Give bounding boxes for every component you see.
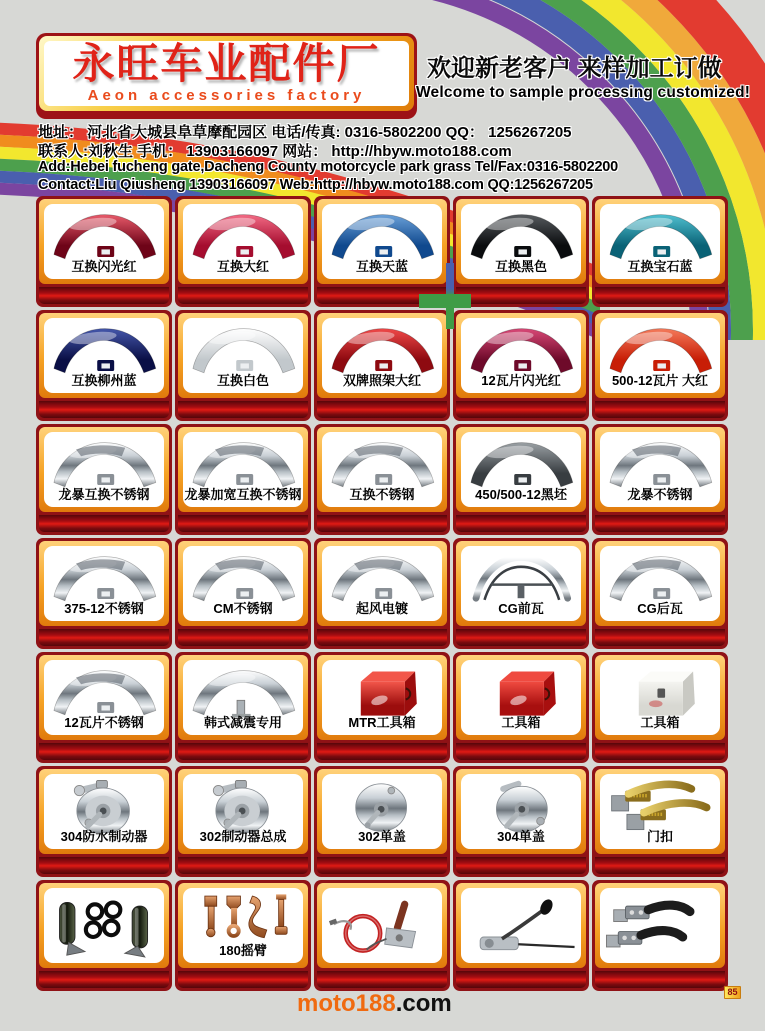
card-orange-frame: [317, 883, 447, 968]
product-card: [36, 538, 172, 649]
product-label: 450/500-12黑坯: [475, 487, 567, 502]
card-orange-frame: [456, 541, 586, 626]
product-label: CG后瓦: [637, 601, 683, 616]
card-bottom-band: [456, 743, 586, 760]
product-card: [175, 424, 311, 535]
card-orange-frame: [317, 655, 447, 740]
product-label: 龙暴不锈钢: [627, 487, 693, 502]
card-bottom-band: [39, 515, 169, 532]
product-card: [314, 766, 450, 877]
slogan-cn: 欢迎新老客户 来样加工订做: [427, 55, 722, 82]
product-image-fender: [323, 321, 441, 377]
card-bottom-band: [595, 629, 725, 646]
product-image-fender: [462, 435, 580, 491]
product-card: [453, 766, 589, 877]
product-card: [592, 310, 728, 421]
card-photo-area: [600, 660, 720, 735]
product-label: 门扣: [646, 829, 673, 844]
product-label: 互换柳州蓝: [71, 373, 137, 388]
card-bottom-band: [317, 743, 447, 760]
product-grid: [36, 196, 728, 991]
product-card: [592, 538, 728, 649]
product-label: 互换大红: [216, 259, 269, 274]
product-label: 互换黑色: [494, 259, 547, 274]
card-bottom-band: [317, 971, 447, 988]
product-label: 双牌照架大红: [342, 373, 421, 388]
product-image-drum-cover-arm: [462, 777, 580, 833]
card-orange-frame: [595, 313, 725, 398]
product-card: [453, 310, 589, 421]
card-photo-area: [322, 888, 442, 963]
product-image-fender: [323, 207, 441, 263]
card-bottom-band: [178, 515, 308, 532]
card-bottom-band: [178, 629, 308, 646]
product-label: CM不锈钢: [213, 601, 273, 616]
card-orange-frame: [456, 427, 586, 512]
card-photo-area: [461, 546, 581, 621]
product-card: [175, 196, 311, 307]
card-photo-area: [322, 204, 442, 279]
product-label: MTR工具箱: [348, 715, 416, 730]
card-bottom-band: [178, 401, 308, 418]
card-bottom-band: [39, 629, 169, 646]
card-orange-frame: [178, 769, 308, 854]
product-card: [314, 196, 450, 307]
product-label: 互换不锈钢: [349, 487, 415, 502]
card-orange-frame: [456, 655, 586, 740]
card-orange-frame: [595, 769, 725, 854]
card-bottom-band: [595, 857, 725, 874]
card-orange-frame: [456, 883, 586, 968]
product-image-fender-chrome: [184, 549, 302, 605]
card-orange-frame: [317, 541, 447, 626]
product-image-fender-chrome: [601, 435, 719, 491]
product-image-fender: [184, 321, 302, 377]
card-orange-frame: [595, 883, 725, 968]
card-bottom-band: [456, 401, 586, 418]
card-bottom-band: [39, 971, 169, 988]
card-orange-frame: [39, 883, 169, 968]
product-card: [453, 880, 589, 991]
card-bottom-band: [178, 857, 308, 874]
product-card: [314, 424, 450, 535]
product-card: [175, 652, 311, 763]
product-label: 304单盖: [497, 829, 545, 844]
card-photo-area: [183, 432, 303, 507]
product-label: 工具箱: [640, 715, 680, 730]
product-image-fender-chrome: [45, 663, 163, 719]
product-image-rocker-arms: [184, 891, 302, 947]
product-card: [314, 652, 450, 763]
product-image-fender-chrome: [45, 435, 163, 491]
company-name-cn: 永旺车业配件厂: [72, 41, 381, 87]
card-photo-area: [461, 888, 581, 963]
product-label: 302单盖: [358, 829, 406, 844]
card-orange-frame: [178, 313, 308, 398]
card-photo-area: [600, 546, 720, 621]
footer-domain: .com: [395, 990, 452, 1017]
product-image-fender-stand: [184, 663, 302, 719]
product-image-fender: [462, 321, 580, 377]
product-card: [314, 880, 450, 991]
product-card: [453, 538, 589, 649]
card-bottom-band: [178, 287, 308, 304]
product-label: 互换宝石蓝: [627, 259, 693, 274]
card-bottom-band: [317, 401, 447, 418]
product-card: [592, 880, 728, 991]
logo-inner: [44, 41, 409, 106]
company-name-en: Aeon accessories factory: [87, 87, 366, 104]
product-label: 龙暴互换不锈钢: [58, 487, 150, 502]
product-image-gear-lever: [462, 896, 580, 958]
contact-person-cn: 联系人:刘秋生 手机： 13903166097 网站： http://hbyw.moto188.com: [38, 143, 512, 160]
card-photo-area: [183, 204, 303, 279]
card-orange-frame: [178, 199, 308, 284]
product-label: CG前瓦: [498, 601, 544, 616]
product-image-brake-drum: [45, 777, 163, 833]
card-photo-area: [322, 546, 442, 621]
slogan-en: Welcome to sample processing customized!: [416, 84, 751, 101]
card-bottom-band: [595, 401, 725, 418]
card-photo-area: [600, 204, 720, 279]
product-label: 工具箱: [501, 715, 541, 730]
card-orange-frame: [595, 199, 725, 284]
card-photo-area: [322, 432, 442, 507]
card-bottom-band: [317, 515, 447, 532]
product-card: [592, 766, 728, 877]
card-orange-frame: [178, 655, 308, 740]
card-orange-frame: [178, 883, 308, 968]
card-orange-frame: [39, 541, 169, 626]
card-photo-area: [183, 774, 303, 849]
card-photo-area: [183, 660, 303, 735]
product-card: [36, 310, 172, 421]
product-card: [314, 310, 450, 421]
card-bottom-band: [178, 971, 308, 988]
card-orange-frame: [456, 313, 586, 398]
card-bottom-band: [456, 629, 586, 646]
product-image-fender: [45, 207, 163, 263]
card-orange-frame: [39, 769, 169, 854]
card-bottom-band: [39, 401, 169, 418]
product-card: [314, 538, 450, 649]
product-card: [36, 652, 172, 763]
product-card: [36, 880, 172, 991]
card-orange-frame: [317, 199, 447, 284]
card-bottom-band: [456, 287, 586, 304]
product-image-fender-chrome: [323, 435, 441, 491]
card-orange-frame: [595, 655, 725, 740]
product-label: 12瓦片不锈钢: [64, 715, 144, 730]
product-image-fender-chrome: [601, 549, 719, 605]
card-photo-area: [44, 660, 164, 735]
product-label: 304防水制动器: [60, 829, 148, 844]
card-photo-area: [322, 774, 442, 849]
product-label: 375-12不锈钢: [64, 601, 144, 616]
card-bottom-band: [39, 287, 169, 304]
card-orange-frame: [178, 427, 308, 512]
card-orange-frame: [39, 313, 169, 398]
card-photo-area: [44, 204, 164, 279]
card-photo-area: [461, 318, 581, 393]
card-photo-area: [461, 774, 581, 849]
card-orange-frame: [317, 313, 447, 398]
card-bottom-band: [39, 743, 169, 760]
card-orange-frame: [39, 427, 169, 512]
product-image-fender-frame: [462, 549, 580, 605]
card-bottom-band: [595, 971, 725, 988]
card-bottom-band: [456, 971, 586, 988]
card-orange-frame: [39, 199, 169, 284]
card-photo-area: [44, 546, 164, 621]
product-image-fender-chrome: [323, 549, 441, 605]
product-card: [592, 652, 728, 763]
product-image-fender: [184, 207, 302, 263]
contact-person-en: Contact:Liu Qiusheng 13903166097 Web:http://hbyw.moto188.com QQ:1256267205: [38, 177, 593, 193]
product-image-fender: [601, 207, 719, 263]
rainbow-cross-decoration: [419, 294, 471, 308]
product-image-shock-set: [45, 896, 163, 958]
product-image-fender: [601, 321, 719, 377]
product-label: 韩式减震专用: [203, 715, 282, 730]
product-card: [36, 766, 172, 877]
card-photo-area: [44, 318, 164, 393]
footer-brand-name: moto188: [297, 990, 396, 1017]
product-image-drum-cover: [323, 777, 441, 833]
product-card: [592, 196, 728, 307]
card-photo-area: [461, 432, 581, 507]
product-image-toolbox-white: [601, 663, 719, 719]
card-orange-frame: [178, 541, 308, 626]
card-photo-area: [183, 888, 303, 963]
card-photo-area: [322, 660, 442, 735]
product-image-brake-drum: [184, 777, 302, 833]
product-card: [175, 880, 311, 991]
product-label: 互换天蓝: [355, 259, 408, 274]
card-bottom-band: [317, 629, 447, 646]
contact-address-en: Add:Hebei fucheng gate,Dacheng County motorcycle park grass Tel/Fax:0316-5802200: [38, 159, 619, 175]
product-label: 互换闪光红: [71, 259, 137, 274]
card-bottom-band: [456, 857, 586, 874]
card-photo-area: [600, 318, 720, 393]
product-image-latch-brass: [601, 777, 719, 833]
product-label: 互换白色: [216, 373, 269, 388]
card-bottom-band: [595, 743, 725, 760]
card-photo-area: [600, 432, 720, 507]
card-photo-area: [461, 660, 581, 735]
card-orange-frame: [39, 655, 169, 740]
card-photo-area: [183, 318, 303, 393]
product-image-fender-chrome: [45, 549, 163, 605]
product-card: [453, 196, 589, 307]
product-image-toolbox: [323, 663, 441, 719]
product-label: 龙暴加宽互换不锈钢: [184, 487, 302, 502]
card-photo-area: [183, 546, 303, 621]
logo-gold-frame: [39, 36, 414, 111]
product-card: [175, 310, 311, 421]
product-card: [453, 652, 589, 763]
product-image-brake-cable: [323, 896, 441, 958]
product-label: 302制动器总成: [199, 829, 287, 844]
card-photo-area: [600, 888, 720, 963]
card-photo-area: [44, 774, 164, 849]
card-bottom-band: [595, 287, 725, 304]
card-bottom-band: [178, 743, 308, 760]
product-card: [36, 196, 172, 307]
product-image-fender: [45, 321, 163, 377]
product-card: [453, 424, 589, 535]
page-number-badge: 85: [724, 986, 741, 999]
product-image-fender-chrome: [184, 435, 302, 491]
card-photo-area: [44, 888, 164, 963]
product-label: 500-12瓦片 大红: [611, 373, 709, 388]
product-label: 起风电镀: [355, 601, 408, 616]
product-card: [592, 424, 728, 535]
contact-address-cn: 地址： 河北省大城县阜草摩配园区 电话/传真: 0316-5802200 QQ： 1256267205: [38, 124, 572, 141]
company-logo-box: [36, 33, 417, 119]
card-orange-frame: [595, 427, 725, 512]
card-orange-frame: [456, 199, 586, 284]
card-photo-area: [600, 774, 720, 849]
card-orange-frame: [595, 541, 725, 626]
product-card: [175, 766, 311, 877]
product-image-latch-black: [601, 896, 719, 958]
card-bottom-band: [317, 857, 447, 874]
card-photo-area: [44, 432, 164, 507]
product-card: [36, 424, 172, 535]
footer-website: [297, 990, 452, 1018]
card-photo-area: [322, 318, 442, 393]
card-orange-frame: [456, 769, 586, 854]
card-photo-area: [461, 204, 581, 279]
card-orange-frame: [317, 769, 447, 854]
product-label: 12瓦片闪光红: [481, 373, 561, 388]
card-bottom-band: [595, 515, 725, 532]
card-bottom-band: [39, 857, 169, 874]
product-card: [175, 538, 311, 649]
product-image-toolbox: [462, 663, 580, 719]
product-image-fender: [462, 207, 580, 263]
card-bottom-band: [456, 515, 586, 532]
card-orange-frame: [317, 427, 447, 512]
product-label: 180摇臂: [219, 943, 267, 958]
